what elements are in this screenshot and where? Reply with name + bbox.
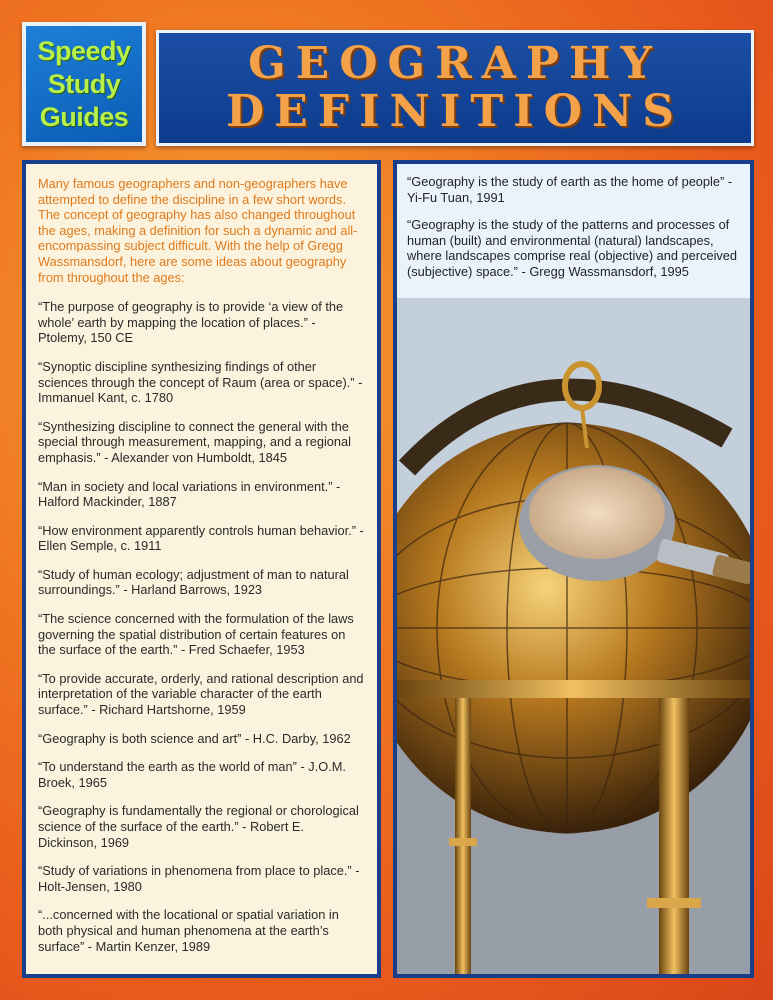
logo-line: Speedy xyxy=(37,35,131,66)
quote-item: “Man in society and local variations in environment.” - Halford Mackinder, 1887 xyxy=(38,478,341,510)
quote-item: “The purpose of geography is to provide ‘a view of the whole’ earth by mapping the location of places.” - Ptolemy, 150 CE xyxy=(38,299,344,346)
quote-item: “Study of variations in phenomena from place to place.” - Holt-Jensen, 1980 xyxy=(38,863,360,894)
title-line-2: DEFINITIONS xyxy=(226,86,684,137)
logo-line: Guides xyxy=(39,101,129,132)
quote-item: “Geography is the study of earth as the home of people” - Yi-Fu Tuan, 1991 xyxy=(407,174,733,205)
quote-item: “...concerned with the locational or spatial variation in both physical and human phenomena at the earth’s surface” - Martin Kenzer, 1989 xyxy=(38,907,339,954)
quote-item: “To provide accurate, orderly, and rational description and interpretation of the variable character of the earth surface.” - Richard Hartshorne, 1959 xyxy=(38,670,364,718)
definitions-panel xyxy=(22,160,381,978)
right-quotes-box xyxy=(397,164,750,298)
quote-item: “Synoptic discipline synthesizing findings of other sciences through the concept of Raum (area or space).” - Immanuel Kant, c. 1780 xyxy=(38,358,363,406)
intro-paragraph: Many famous geographers and non-geographers have attempted to define the discipline in a few short words. The concept of geography has also changed throughout the ages, making a definition for such a dynamic and all-encompassing subject difficult. With the help of Gregg Wassmansdorf, here are some ideas about geography from throughout the ages: xyxy=(38,176,358,285)
quote-item: “Geography is fundamentally the regional or chorological science of the surface of the earth.” - Robert E. Dickinson, 1969 xyxy=(38,803,359,850)
quote-item: “Geography is both science and art” - H.C. Darby, 1962 xyxy=(38,730,351,746)
quote-item: “Synthesizing discipline to connect the general with the special through measurement, mapping, and a regional emphasis.” - Alexander von Humboldt, 1845 xyxy=(38,418,352,465)
right-column xyxy=(393,160,754,978)
globe-with-magnifying-glass-icon xyxy=(397,298,750,974)
quote-item: “The science concerned with the formulation of the laws governing the spatial distribution of certain features on the surface of the earth.” - Fred Schaefer, 1953 xyxy=(38,611,354,658)
quote-item: “Geography is the study of the patterns and processes of human (built) and environmental (natural) landscapes, where landscapes comprise real (objective) and perceived (subjective) space.” - Gregg Wassmansdorf, 1995 xyxy=(407,217,738,279)
quote-item: “Study of human ecology; adjustment of man to natural surroundings.” - Harland Barrows, 1923 xyxy=(38,566,349,598)
title-line-1: GEOGRAPHY xyxy=(248,38,662,89)
logo xyxy=(22,22,146,146)
title-banner xyxy=(156,30,754,146)
quote-item: “To understand the earth as the world of man” - J.O.M. Broek, 1965 xyxy=(38,759,346,790)
logo-line: Study xyxy=(47,68,121,99)
quote-item: “How environment apparently controls human behavior.” - Ellen Semple, c. 1911 xyxy=(38,522,364,554)
